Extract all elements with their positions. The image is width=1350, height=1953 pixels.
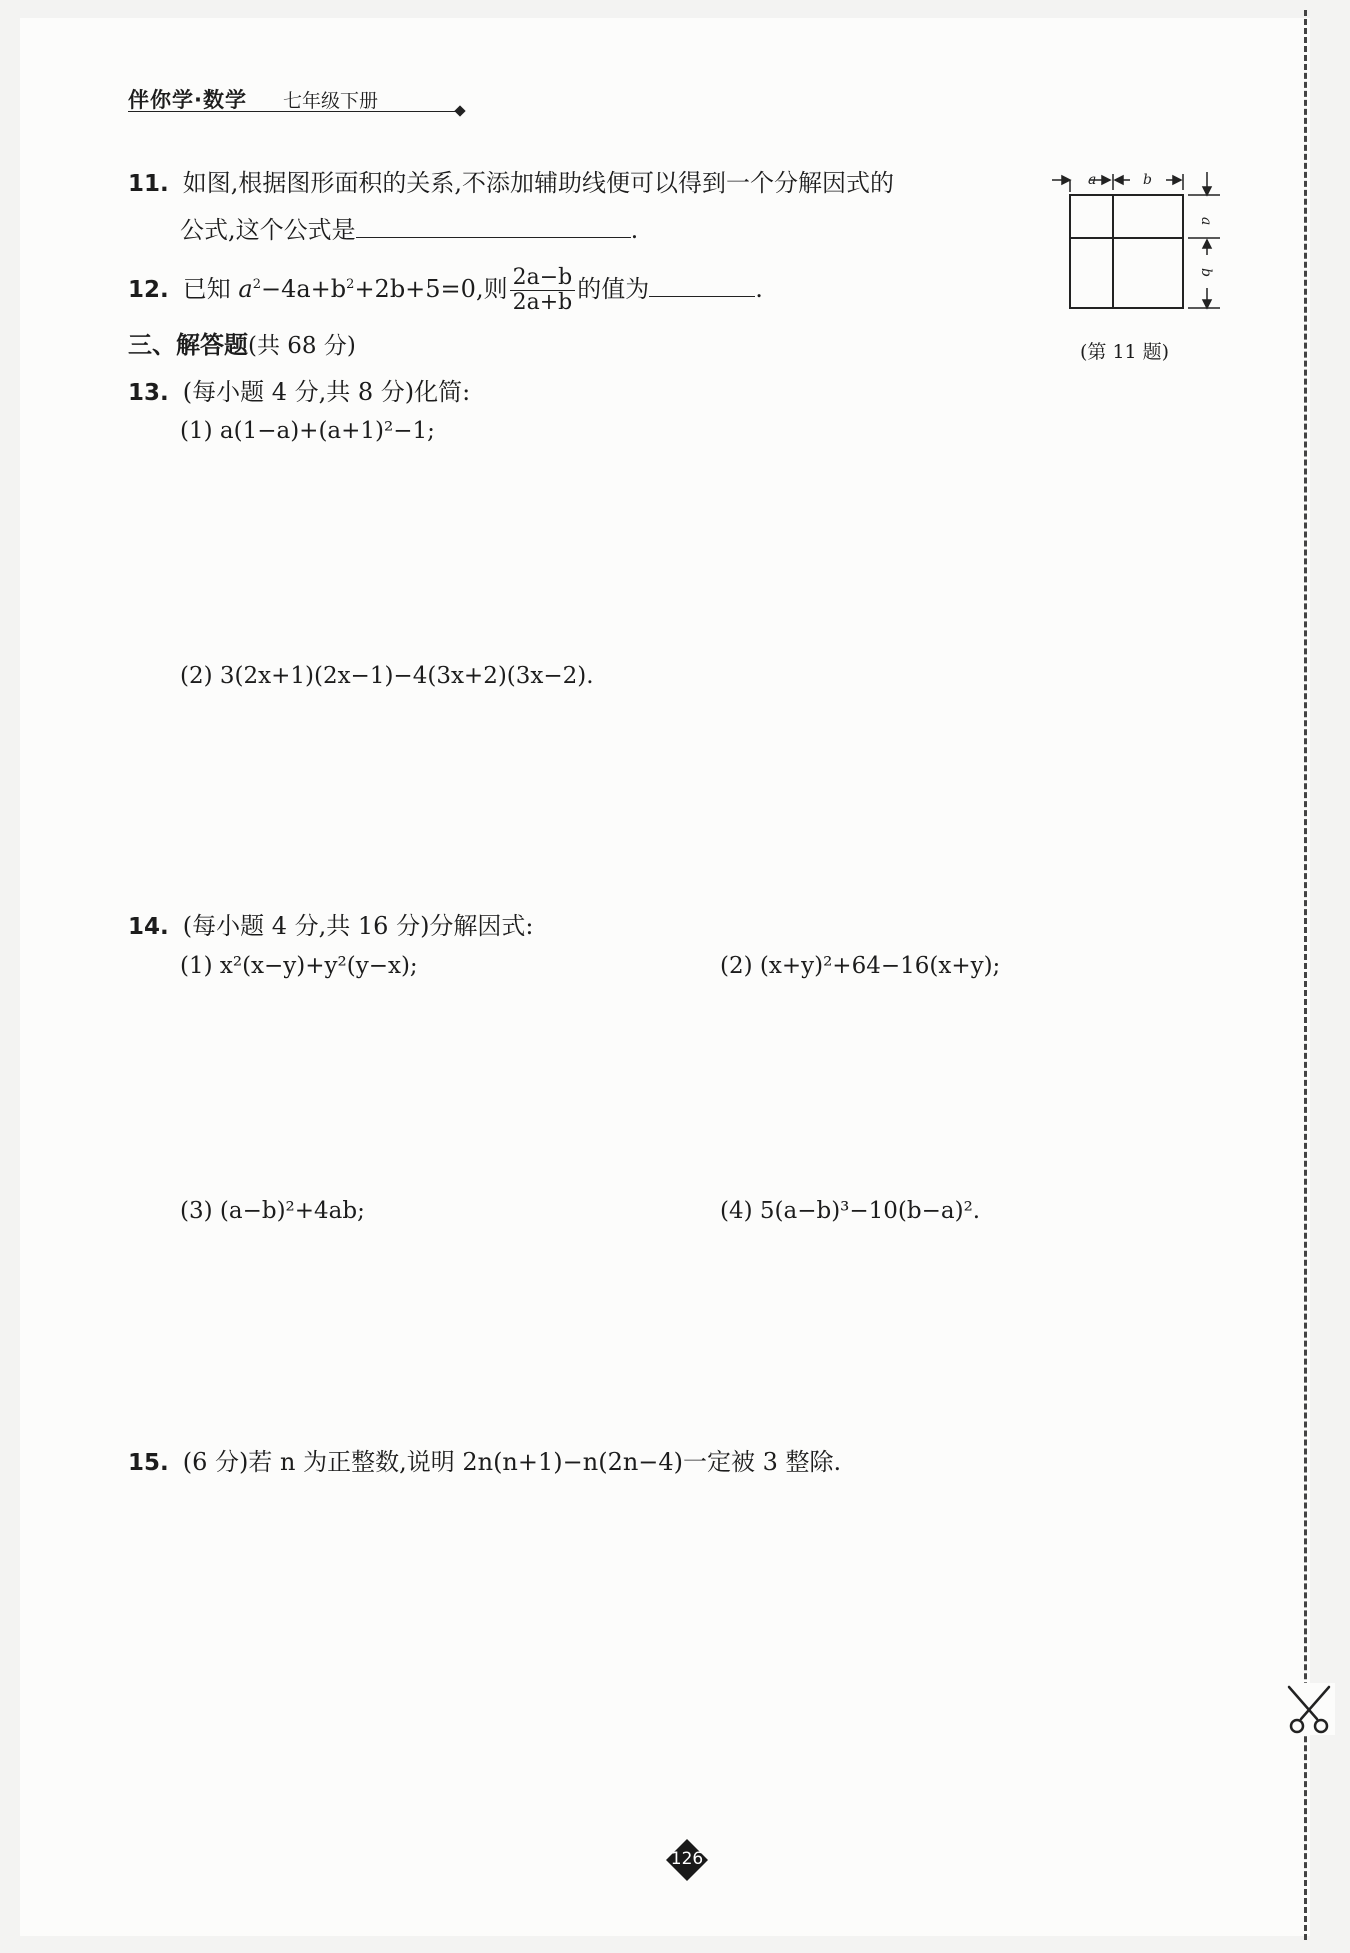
question-11 xyxy=(128,163,894,198)
book-title: 伴你学·数学 xyxy=(128,88,247,112)
answer-blank[interactable] xyxy=(649,276,755,297)
section-heading: 三、解答题(共 68 分) xyxy=(128,331,356,359)
question-14: 14. (每小题 4 分,共 16 分)分解因式: xyxy=(128,912,534,940)
book-grade: 七年级下册 xyxy=(283,90,379,112)
question-11-text: 如图,根据图形面积的关系,不添加辅助线便可以得到一个分解因式的 xyxy=(182,169,895,197)
fig-label-a: a xyxy=(1088,172,1097,188)
question-12: 12. 已知 $a^2-4a+b^2+2b+5=0$,则 $\frac{2a-b}{2a+b}$ 的值为 . xyxy=(128,265,763,315)
area-figure xyxy=(1050,160,1230,320)
question-number: 11. xyxy=(128,171,169,197)
question-13-part-1: (1) a(1−a)+(a+1)²−1; xyxy=(180,418,435,444)
question-11-line2: 公式,这个公式是 . xyxy=(180,216,639,244)
outer-square xyxy=(1070,195,1183,308)
question-number: 13. xyxy=(128,380,169,406)
question-15: 15. (6 分)若 n 为正整数,说明 2n(n+1)−n(2n−4)一定被 3 整除. xyxy=(128,1448,842,1476)
fig-label-b: b xyxy=(1143,172,1152,188)
question-13: 13. (每小题 4 分,共 8 分)化简: xyxy=(128,378,471,406)
question-number: 12. xyxy=(128,277,169,303)
question-14-part-2: (2) (x+y)²+64−16(x+y); xyxy=(720,953,1001,979)
question-14-part-4: (4) 5(a−b)³−10(b−a)². xyxy=(720,1198,981,1224)
answer-blank[interactable] xyxy=(356,217,631,238)
fraction: $\frac{2a-b}{2a+b}$ xyxy=(510,266,576,315)
question-14-part-3: (3) (a−b)²+4ab; xyxy=(180,1198,365,1224)
page-number: 126 xyxy=(670,1849,704,1869)
figure-caption: (第 11 题) xyxy=(1080,341,1170,363)
question-13-part-2: (2) 3(2x+1)(2x−1)−4(3x+2)(3x−2). xyxy=(180,663,594,689)
header-rule xyxy=(128,111,460,112)
question-number: 14. xyxy=(128,914,169,940)
fig-label-b-side: b xyxy=(1198,268,1214,277)
scissors-icon xyxy=(1283,1683,1335,1735)
fig-label-a-side: a xyxy=(1198,217,1214,226)
question-number: 15. xyxy=(128,1450,169,1476)
cut-line xyxy=(1304,10,1307,1940)
question-14-part-1: (1) x²(x−y)+y²(y−x); xyxy=(180,953,418,979)
